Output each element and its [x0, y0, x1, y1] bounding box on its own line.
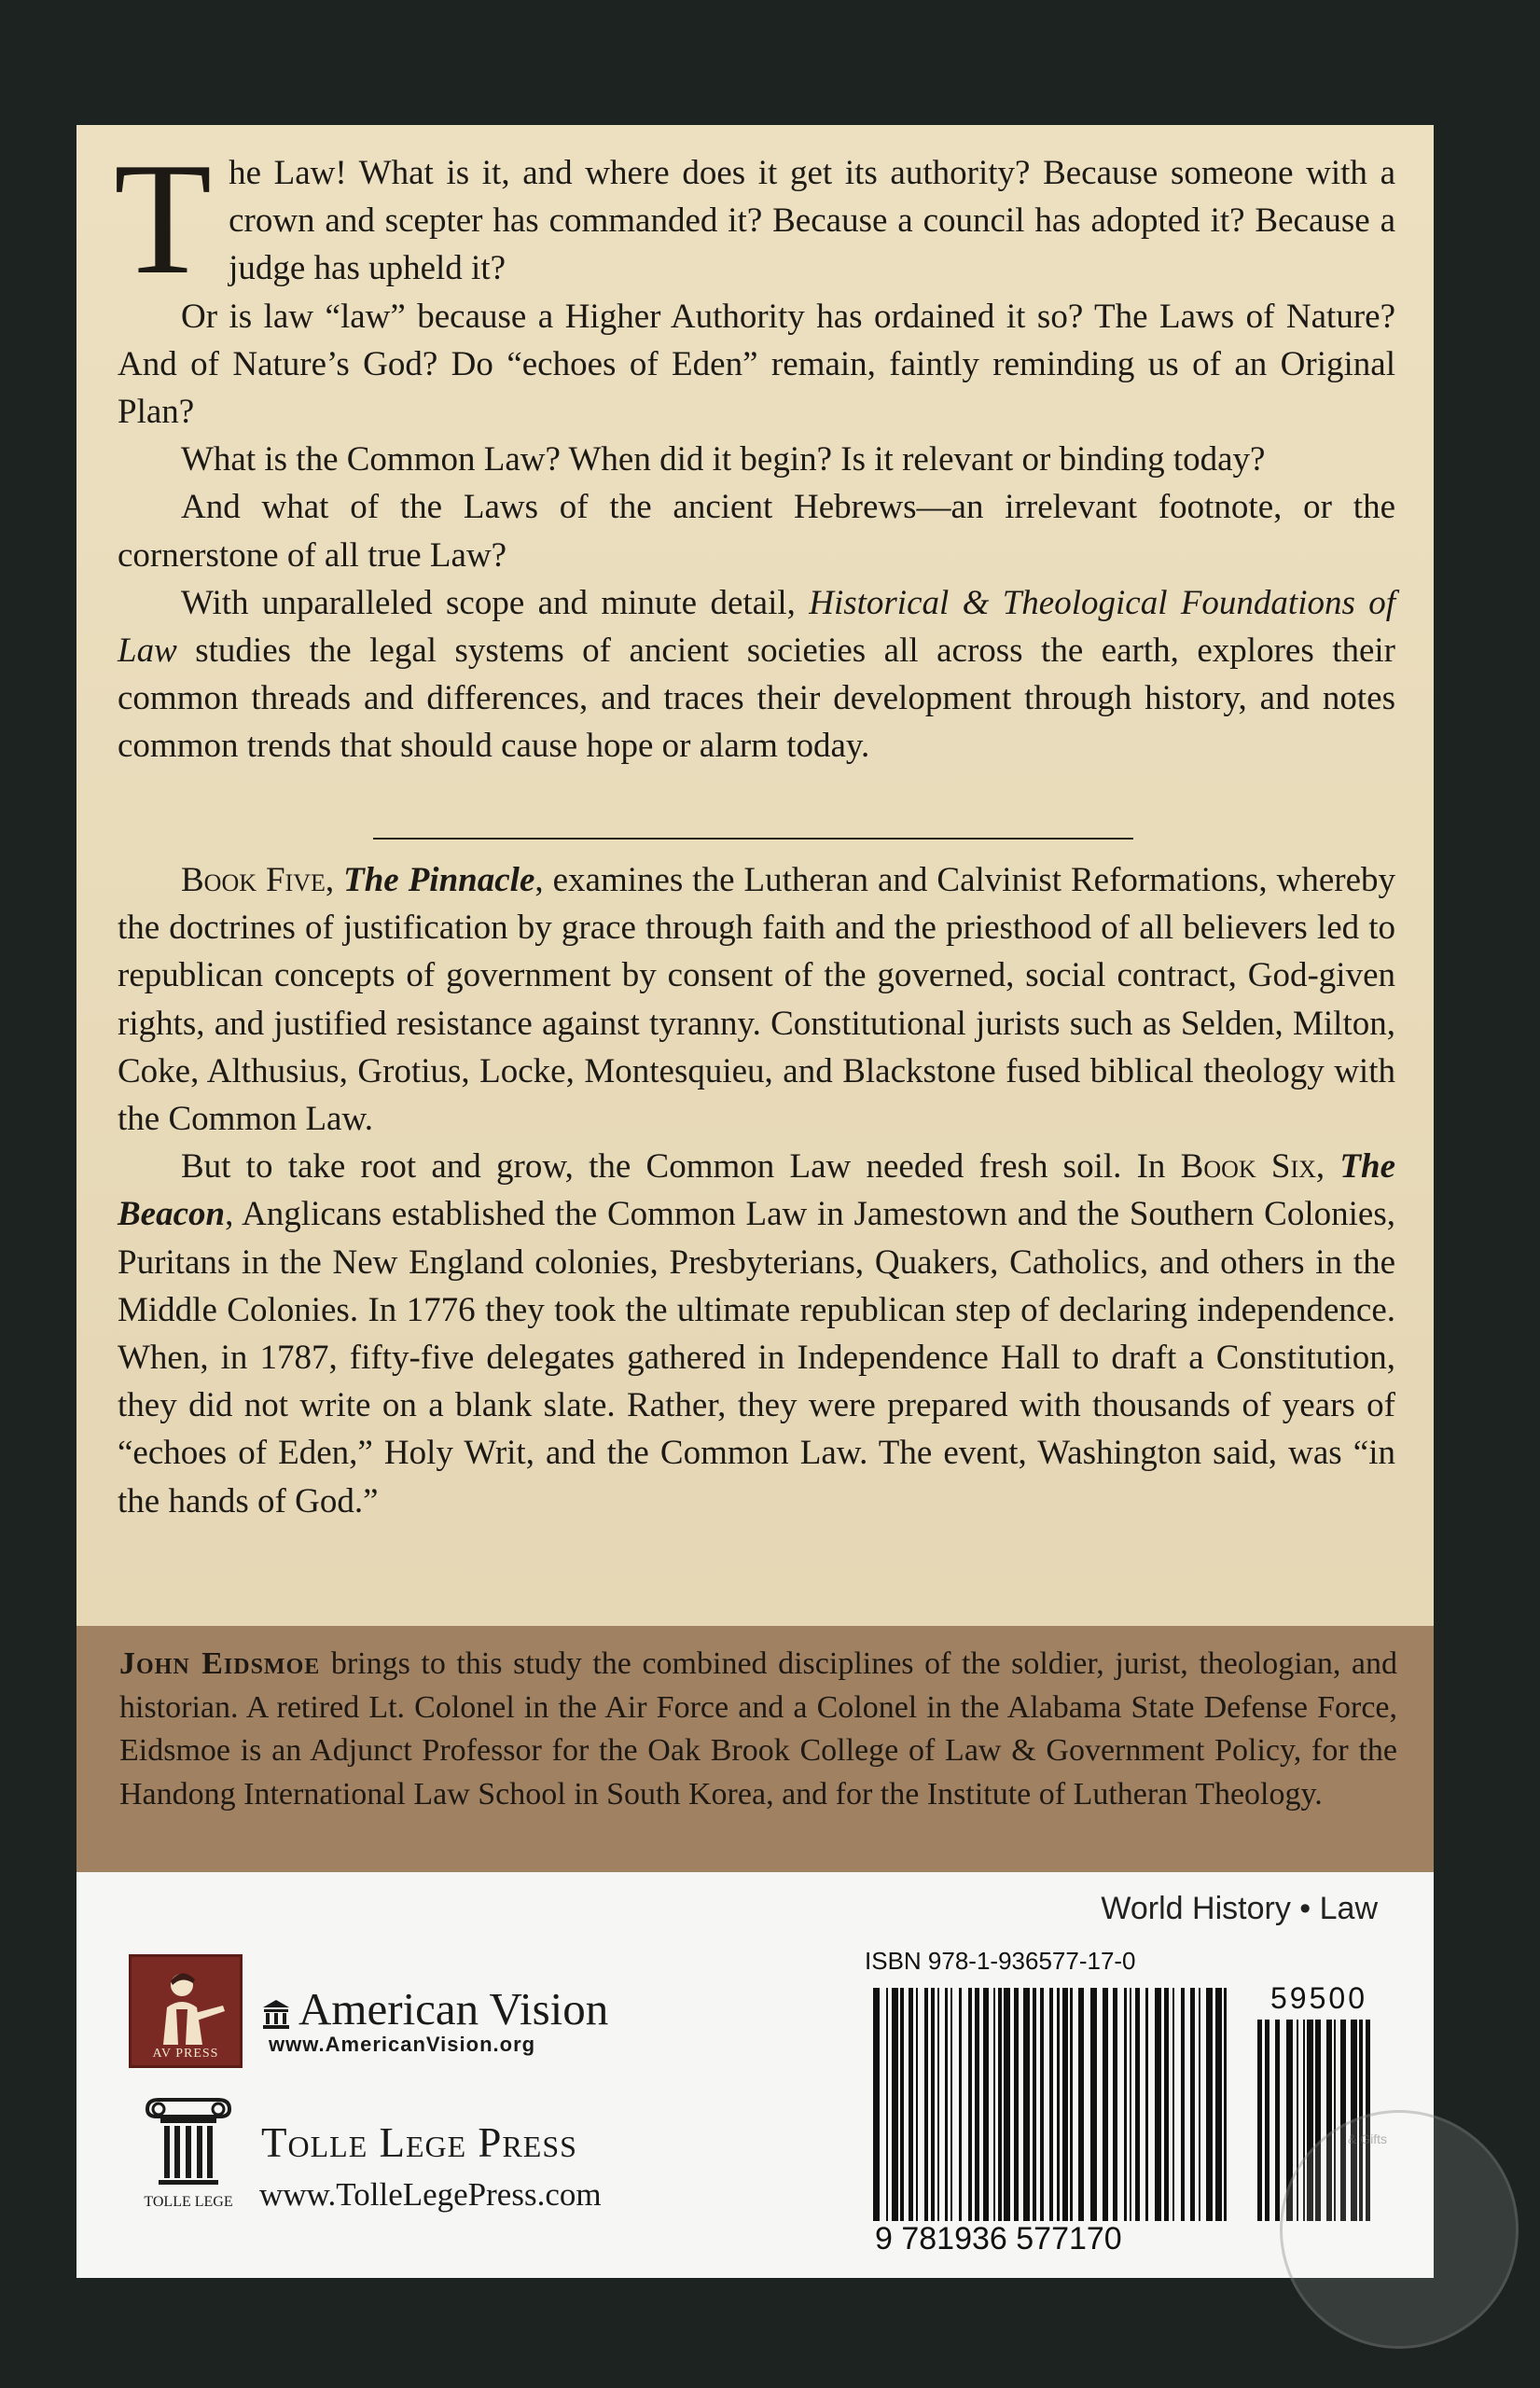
barcode-bar [873, 1988, 880, 2221]
av-press-logo [129, 1954, 243, 2068]
book-five-label: Book Five [181, 861, 326, 899]
book-six-label: Book Six [1180, 1147, 1316, 1187]
barcode-bar [1062, 1988, 1068, 2221]
barcode-bar [1145, 1988, 1148, 2221]
building-icon [261, 1998, 291, 2030]
books-description [118, 856, 1395, 1525]
tolle-lege-logo-text: TOLLE LEGE [144, 2194, 233, 2210]
author-name: John Eidsmoe [119, 1646, 321, 1681]
barcode-bar [1057, 1988, 1060, 2221]
barcode-bar [1199, 1988, 1200, 2221]
section-divider [373, 838, 1133, 840]
barcode-bar [975, 1988, 979, 2221]
price-code: 59500 [1270, 1981, 1367, 2015]
barcode-bar [1164, 1988, 1169, 2221]
barcode-bar [1265, 2020, 1269, 2221]
book-six-text: , Anglicans established the Common Law in Jamestown and the Southern Colonies, Puritans in the New England colonies, Presbyterians, Quakers, Catholics, and others in the Middle Colonies. In 1776 they took the ultimate republican step of declaring independence. When, in 1787, fifty-five delegates gathered in Independence Hall to draft a Constitution, they did not write on a blank slate. Rather, they were prepared with thousands of years of “echoes of Eden,” Holy Writ, and the Common Law. The event, Washington said, was “in the hands of God.” [118, 1195, 1395, 1520]
barcode-bar [945, 1988, 948, 2221]
intro-paragraph-1 [114, 131, 1395, 308]
tolle-lege-url: www.TolleLegePress.com [259, 2176, 602, 2213]
publisher-footer [76, 1872, 1434, 2278]
barcode-bar [1014, 1988, 1019, 2221]
barcode-bar [998, 1988, 1002, 2221]
barcode-bar [968, 1988, 972, 2221]
author-bio-text: brings to this study the combined disciplines of the soldier, jurist, theologian, and historian. A retired Lt. Colonel in the Air Force and a Colonel in the Alabama State Defense Force, Eidsmoe is an Adjunct Professor for the Oak Brook College of Law & Government Policy, for the Handong International Law School in South Korea, and for the Institute of Lutheran Theology. [119, 1646, 1397, 1812]
barcode-bar [1070, 1988, 1073, 2221]
barcode-bar [959, 1988, 962, 2221]
intro-p1-text: he Law! What is it, and where does it get its authority? Because someone with a crown and scepter has commanded it? Because a council has adopted it? Because a judge has upheld it? [229, 154, 1395, 288]
intro-text [114, 131, 1395, 771]
book-five-title: The Pinnacle [343, 861, 535, 899]
barcode-bar [1090, 1988, 1097, 2221]
intro-paragraph-3: What is the Common Law? When did it begin? Is it relevant or binding today? [181, 440, 1266, 479]
barcode-bar [1078, 1988, 1084, 2221]
barcode-bar [1257, 2020, 1262, 2221]
barcode-bar [993, 1988, 995, 2221]
isbn-label: ISBN 978-1-936577-17-0 [865, 1947, 1136, 1975]
barcode-bar [1033, 1988, 1036, 2221]
barcode-bar [1103, 1988, 1108, 2221]
author-bio-band [76, 1626, 1434, 1872]
category-label: World History • Law [1101, 1891, 1378, 1926]
author-bio [119, 1643, 1397, 1816]
american-vision-name [261, 1982, 608, 2035]
barcode-bar [1206, 1988, 1213, 2221]
barcode-bar [1023, 1988, 1030, 2221]
barcode-bar [1275, 2020, 1280, 2221]
av-press-label: AV PRESS [152, 2047, 219, 2061]
barcode-bar [1190, 1988, 1195, 2221]
intro-paragraph-2: Or is law “law” because a Higher Authority has ordained it so? The Laws of Nature? And of Nature’s God? Do “echoes of Eden” remain, faintly reminding us of an Original Plan? [118, 297, 1395, 432]
barcode-bar [1155, 1988, 1161, 2221]
barcode-digits: 9 781936 577170 [875, 2221, 1122, 2256]
book-five-text: , examines the Lutheran and Calvinist Reformations, whereby the doctrines of justification by grace through faith and the priesthood of all believers led to republican concepts of government by consent of the governed, social contract, God-given rights, and justified resistance against tyranny. Constitutional jurists such as Selden, Milton, Coke, Althusius, Grotius, Locke, Montesquieu, and Blackstone fused biblical theology with the Common Law. [118, 861, 1396, 1139]
barcode-bar [1004, 1988, 1010, 2221]
barcode-bar [924, 1988, 928, 2221]
american-vision-url: www.AmericanVision.org [269, 2033, 536, 2056]
stamp-text: & Gifts [1348, 2131, 1388, 2146]
intro-p5-lead: With unparalleled scope and minute detail, [181, 583, 810, 622]
book-six-title: The Beacon [118, 1147, 1395, 1234]
store-stamp [1280, 2110, 1519, 2349]
barcode-bar [1040, 1988, 1044, 2221]
barcode-bar [1135, 1988, 1140, 2221]
book-title: Historical & Theological Foundations of Law [118, 583, 1395, 671]
barcode-bar [931, 1988, 935, 2221]
intro-paragraph-4: And what of the Laws of the ancient Hebrews—an irrelevant footnote, or the cornerstone of all true Law? [118, 488, 1395, 575]
barcode-bar [892, 1988, 898, 2221]
barcode-bar [1224, 1988, 1227, 2221]
barcode-bar [909, 1988, 913, 2221]
barcode-bar [983, 1988, 989, 2221]
barcode-bar [1172, 1988, 1174, 2221]
barcode-bar [1130, 1988, 1131, 2221]
barcode-bar [916, 1988, 918, 2221]
book-six-sep: , [1315, 1147, 1340, 1187]
book-five-sep: , [325, 861, 344, 899]
barcode-bar [950, 1988, 952, 2221]
tolle-lege-column-icon [142, 2096, 235, 2236]
tolle-lege-name: Tolle Lege Press [261, 2119, 577, 2166]
american-vision-text: American Vision [298, 1983, 609, 2034]
intro-p5-tail: studies the legal systems of ancient societies all across the earth, explores their common threads and differences, and traces their development through history, and notes common trends that should cause hope or alarm today. [118, 632, 1395, 766]
barcode-bar [900, 1988, 904, 2221]
barcode-bar [1124, 1988, 1127, 2221]
drop-cap: T [114, 131, 213, 308]
barcode-bar [1181, 1988, 1185, 2221]
barcode-bar [886, 1988, 888, 2221]
barcode-bar [1049, 1988, 1053, 2221]
scholar-figure-icon [143, 1965, 229, 2045]
barcode-bar [1113, 1988, 1117, 2221]
intro-paragraph-5 [118, 579, 1395, 771]
book-five-paragraph [118, 856, 1395, 1143]
barcode-bar [937, 1988, 939, 2221]
book-six-paragraph [118, 1143, 1395, 1525]
barcode-bar [1215, 1988, 1222, 2221]
book-six-lead: But to take root and grow, the Common Law needed fresh soil. In [181, 1147, 1181, 1187]
